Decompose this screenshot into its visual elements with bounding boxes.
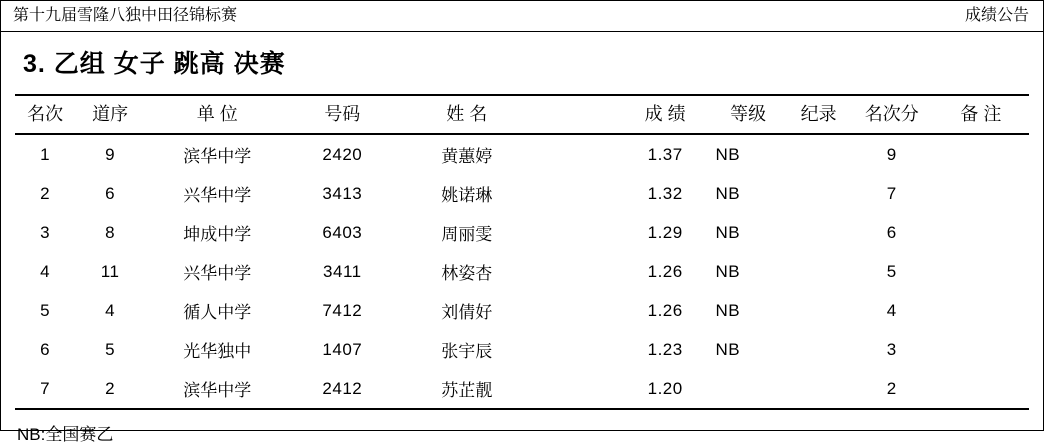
column-header-record: 纪录 — [787, 95, 851, 134]
cell-bib: 6403 — [322, 222, 363, 242]
cell-bib: 7412 — [322, 300, 363, 320]
cell-rank: 5 — [40, 300, 51, 320]
results-table — [15, 94, 1029, 410]
table-row — [15, 330, 1029, 369]
cell-rank: 6 — [40, 339, 51, 359]
cell-mark: 1.26 — [647, 261, 683, 281]
cell-record — [787, 369, 851, 409]
cell-notes — [933, 213, 1029, 252]
cell-spacer — [539, 134, 621, 174]
cell-team: 兴华中学 — [183, 186, 252, 205]
cell-notes — [933, 174, 1029, 213]
cell-grade: NB — [715, 144, 741, 164]
cell-name: 黄蕙婷 — [441, 147, 493, 166]
cell-grade: NB — [715, 183, 741, 203]
column-header-lane: 道序 — [75, 95, 145, 134]
cell-points: 5 — [886, 261, 897, 281]
cell-name: 苏芷靓 — [395, 369, 539, 409]
event-title: 3. 乙组 女子 跳高 决赛 — [23, 50, 286, 78]
cell-lane: 11 — [100, 261, 120, 281]
document-type-label: 成绩公告 — [964, 7, 1029, 24]
cell-mark: 1.37 — [647, 144, 683, 164]
cell-grade: NB — [715, 222, 741, 242]
cell-name: 姚诺琳 — [441, 186, 493, 205]
cell-notes — [933, 252, 1029, 291]
cell-mark: 1.23 — [647, 339, 683, 359]
cell-mark: 1.29 — [647, 222, 683, 242]
cell-lane: 9 — [105, 144, 116, 164]
column-header-team: 单 位 — [145, 95, 290, 134]
cell-team: 循人中学 — [183, 303, 252, 322]
table-row — [15, 174, 1029, 213]
column-header-bib: 号码 — [290, 95, 395, 134]
cell-spacer — [539, 291, 621, 330]
cell-spacer — [539, 213, 621, 252]
cell-grade: NB — [715, 261, 741, 281]
cell-record — [787, 134, 851, 174]
cell-name: 张宇辰 — [441, 342, 493, 361]
column-header-rank: 名次 — [15, 95, 75, 134]
cell-points: 7 — [886, 183, 897, 203]
cell-points: 9 — [886, 144, 897, 164]
table-row — [15, 134, 1029, 174]
table-row — [15, 369, 1029, 409]
cell-bib: 3411 — [323, 261, 362, 281]
cell-points: 2 — [851, 369, 933, 409]
cell-team: 光华独中 — [183, 342, 252, 361]
cell-points: 3 — [886, 339, 897, 359]
column-header-name: 姓 名 — [395, 95, 539, 134]
column-header-grade: 等级 — [710, 95, 787, 134]
cell-notes — [933, 134, 1029, 174]
cell-notes — [933, 369, 1029, 409]
column-header-notes: 备 注 — [933, 95, 1029, 134]
cell-notes — [933, 291, 1029, 330]
cell-mark: 1.26 — [647, 300, 683, 320]
cell-rank: 3 — [40, 222, 51, 242]
cell-bib: 1407 — [322, 339, 363, 359]
cell-rank: 7 — [15, 369, 75, 409]
legend-footnote: NB:全国赛乙 — [17, 425, 114, 444]
cell-mark: 1.32 — [647, 183, 683, 203]
cell-grade — [710, 369, 787, 409]
cell-grade: NB — [715, 339, 741, 359]
cell-record — [787, 174, 851, 213]
table-header-row — [15, 95, 1029, 134]
cell-lane: 8 — [105, 222, 116, 242]
cell-grade: NB — [715, 300, 741, 320]
cell-name: 刘倩好 — [441, 303, 493, 322]
results-table-wrapper — [15, 94, 1029, 410]
cell-rank: 1 — [40, 144, 51, 164]
column-header-spacer — [539, 95, 621, 134]
cell-team: 兴华中学 — [183, 264, 252, 283]
cell-spacer — [539, 330, 621, 369]
cell-lane: 2 — [75, 369, 145, 409]
table-row — [15, 291, 1029, 330]
column-header-mark: 成 绩 — [621, 95, 710, 134]
cell-name: 周丽雯 — [441, 225, 493, 244]
cell-lane: 4 — [105, 300, 116, 320]
cell-lane: 6 — [105, 183, 116, 203]
cell-spacer — [539, 369, 621, 409]
cell-team: 滨华中学 — [183, 147, 252, 166]
cell-rank: 2 — [40, 183, 51, 203]
cell-record — [787, 291, 851, 330]
cell-spacer — [539, 174, 621, 213]
cell-record — [787, 213, 851, 252]
cell-points: 6 — [886, 222, 897, 242]
column-header-points: 名次分 — [851, 95, 933, 134]
cell-spacer — [539, 252, 621, 291]
cell-rank: 4 — [40, 261, 51, 281]
document-header — [1, 1, 1043, 32]
results-table-body — [15, 134, 1029, 409]
table-row — [15, 213, 1029, 252]
cell-team: 滨华中学 — [145, 369, 290, 409]
cell-bib: 2420 — [322, 144, 363, 164]
cell-team: 坤成中学 — [183, 225, 252, 244]
cell-bib: 2412 — [290, 369, 395, 409]
cell-record — [787, 330, 851, 369]
cell-bib: 3413 — [322, 183, 363, 203]
cell-notes — [933, 330, 1029, 369]
results-table-head — [15, 95, 1029, 134]
cell-mark: 1.20 — [621, 369, 710, 409]
cell-name: 林姿杏 — [441, 264, 493, 283]
competition-title: 第十九届雪隆八独中田径锦标赛 — [13, 7, 238, 24]
cell-lane: 5 — [105, 339, 116, 359]
cell-points: 4 — [886, 300, 897, 320]
table-row — [15, 252, 1029, 291]
cell-record — [787, 252, 851, 291]
